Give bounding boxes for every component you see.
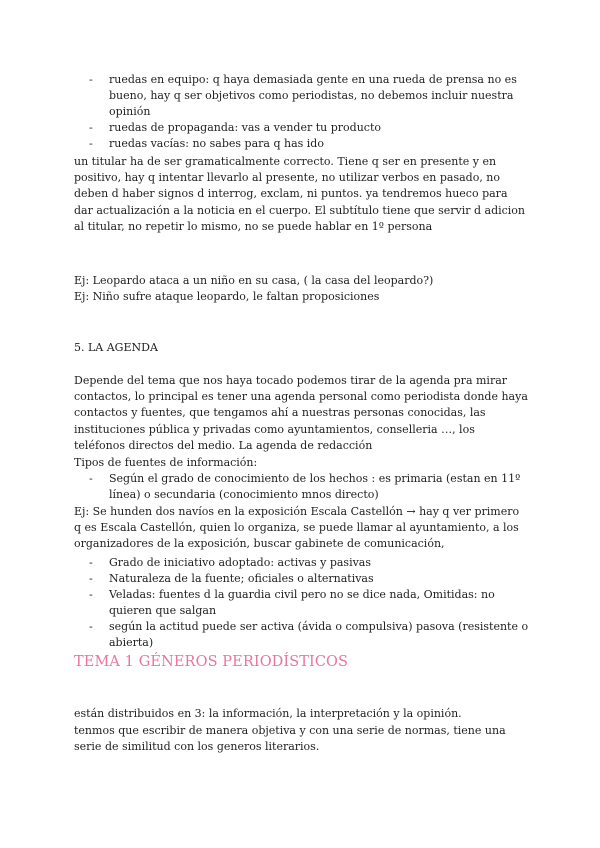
list-item-text: ruedas de propaganda: vas a vender tu producto [109, 121, 381, 134]
list-item [74, 136, 534, 152]
list-item-text: ruedas en equipo: q haya demasiada gente en una rueda de prensa no es bueno, hay q ser objetivos como periodistas, no debemos incluir nuestra opinión [109, 73, 517, 118]
list-item [74, 72, 534, 120]
bullet-marker: - [89, 556, 93, 569]
list-item [74, 587, 534, 619]
example-line-1: Ej: Leopardo ataca a un niño en su casa, ( la casa del leopardo?) [74, 274, 434, 287]
list-item-text: Veladas: fuentes d la guardia civil pero no se dice nada, Omitidas: no quieren que salgan [109, 588, 495, 617]
bullet-marker: - [89, 73, 93, 86]
list-item-text: Según el grado de conocimiento de los hechos : es primaria (estan en 11º línea) o secundaria (conocimiento mnos directo) [109, 472, 521, 501]
bullet-marker: - [89, 588, 93, 601]
list-tipos [74, 471, 534, 503]
list-item [74, 471, 534, 503]
bullet-marker: - [89, 620, 93, 633]
list-item [74, 571, 534, 587]
agenda-paragraph: Depende del tema que nos haya tocado podemos tirar de la agenda pra mirar contactos, lo principal es tener una agenda personal como periodista donde haya contactos y fuentes, que tengamos ahí a nuestras personas conocidas, las instituciones pública y privadas como ayuntamientos, conselleria …, los teléfonos directos del medio. La agenda de redacción [74, 374, 528, 452]
tema-line-2: tenmos que escribir de manera objetiva y con una serie de normas, tiene una serie de similitud con los generos literarios. [74, 724, 506, 754]
example-line-2: Ej: Niño sufre ataque leopardo, le faltan proposiciones [74, 290, 380, 303]
bullet-marker: - [89, 121, 93, 134]
list-fuentes [74, 555, 534, 651]
example-castellon: Ej: Se hunden dos navíos en la exposición Escala Castellón → hay q ver primero q es Escala Castellón, quien lo organiza, se puede llamar al ayuntamiento, a los organizadores de la exposición, buscar gabinete de comunicación, [74, 505, 520, 551]
tema-line-1: están distribuidos en 3: la información, la interpretación y la opinión. [74, 707, 462, 720]
list-item-text: según la actitud puede ser activa (ávida o compulsiva) pasova (resistente o abierta) [109, 620, 529, 649]
bullet-marker: - [89, 572, 93, 585]
list-item [74, 619, 534, 651]
tipos-heading: Tipos de fuentes de información: [74, 456, 258, 469]
list-ruedas [74, 72, 534, 152]
titular-paragraph: un titular ha de ser gramaticalmente correcto. Tiene q ser en presente y en positivo, hay q intentar llevarlo al presente, no utilizar verbos en pasado, no deben d haber signos d interrog, exclam, ni puntos. ya tendremos hueco para dar actualización a la noticia en el cuerpo. El subtítulo tiene que servir d adicion al titular, no repetir lo mismo, no se puede hablar en 1º persona [74, 155, 526, 233]
list-item-text: Naturaleza de la fuente; oficiales o alternativas [109, 572, 374, 585]
bullet-marker: - [89, 472, 93, 485]
list-item [74, 555, 534, 571]
list-item-text: ruedas vacías: no sabes para q has ido [109, 137, 324, 150]
list-item-text: Grado de iniciativo adoptado: activas y pasivas [109, 556, 372, 569]
tema-heading: TEMA 1 GÉNEROS PERIODÍSTICOS [74, 654, 349, 670]
list-item [74, 120, 534, 136]
section-heading-agenda: 5. LA AGENDA [74, 341, 158, 354]
bullet-marker: - [89, 137, 93, 150]
